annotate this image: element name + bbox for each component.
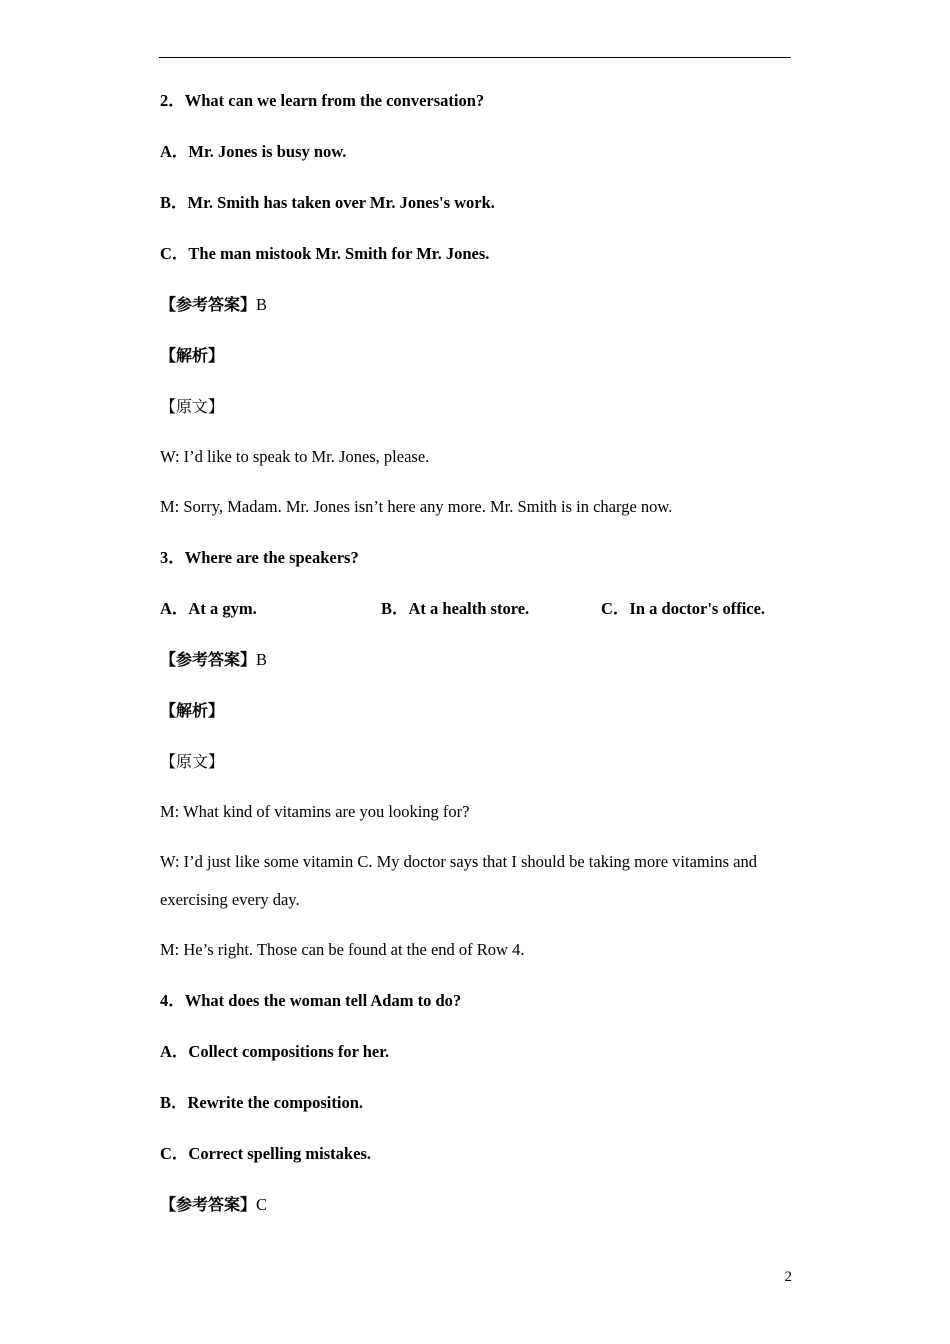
- answer-value: C: [256, 1195, 268, 1214]
- q3-transcript-line: M: What kind of vitamins are you looking for?: [160, 802, 470, 821]
- q3-answer: [160, 650, 267, 670]
- question-4: 4．What does the woman tell Adam to do?: [160, 991, 462, 1010]
- transcript-label: 【原文】: [160, 397, 225, 416]
- q2-option-a: A．Mr. Jones is busy now.: [160, 142, 347, 161]
- header-rule: [159, 57, 791, 58]
- analysis-label: 【解析】: [160, 346, 225, 365]
- q4-option-a: A．Collect compositions for her.: [160, 1042, 390, 1061]
- answer-label: 【参考答案】: [160, 650, 257, 669]
- question-3: 3．Where are the speakers?: [160, 548, 359, 567]
- q2-analysis: [160, 346, 224, 366]
- q3-option-a: A．At a gym.: [160, 599, 257, 618]
- answer-label: 【参考答案】: [160, 1195, 257, 1214]
- q2-answer: [160, 295, 267, 315]
- question-2: 2．What can we learn from the conversation?: [160, 91, 485, 110]
- q3-transcript-line: exercising every day.: [160, 890, 300, 909]
- q4-option-b: B．Rewrite the composition.: [160, 1093, 364, 1112]
- q3-transcript-line: M: He’s right. Those can be found at the end of Row 4.: [160, 940, 525, 959]
- q2-option-b: B．Mr. Smith has taken over Mr. Jones's work.: [160, 193, 495, 212]
- q3-option-c: C．In a doctor's office.: [601, 599, 766, 618]
- q3-analysis: [160, 701, 224, 721]
- q2-transcript-heading: [160, 397, 224, 417]
- q3-transcript-heading: [160, 752, 224, 772]
- page-number: 2: [784, 1269, 792, 1285]
- answer-value: B: [256, 650, 268, 669]
- q2-transcript-line: M: Sorry, Madam. Mr. Jones isn’t here any more. Mr. Smith is in charge now.: [160, 497, 673, 516]
- q3-option-b: B．At a health store.: [381, 599, 530, 618]
- q2-transcript-line: W: I’d like to speak to Mr. Jones, please.: [160, 447, 430, 466]
- answer-label: 【参考答案】: [160, 295, 257, 314]
- q4-option-c: C．Correct spelling mistakes.: [160, 1144, 371, 1163]
- q4-answer: [160, 1195, 267, 1215]
- q2-option-c: C．The man mistook Mr. Smith for Mr. Jones.: [160, 244, 490, 263]
- answer-value: B: [256, 295, 268, 314]
- analysis-label: 【解析】: [160, 701, 225, 720]
- q3-transcript-line: W: I’d just like some vitamin C. My doctor says that I should be taking more vitamins and: [160, 852, 757, 871]
- transcript-label: 【原文】: [160, 752, 225, 771]
